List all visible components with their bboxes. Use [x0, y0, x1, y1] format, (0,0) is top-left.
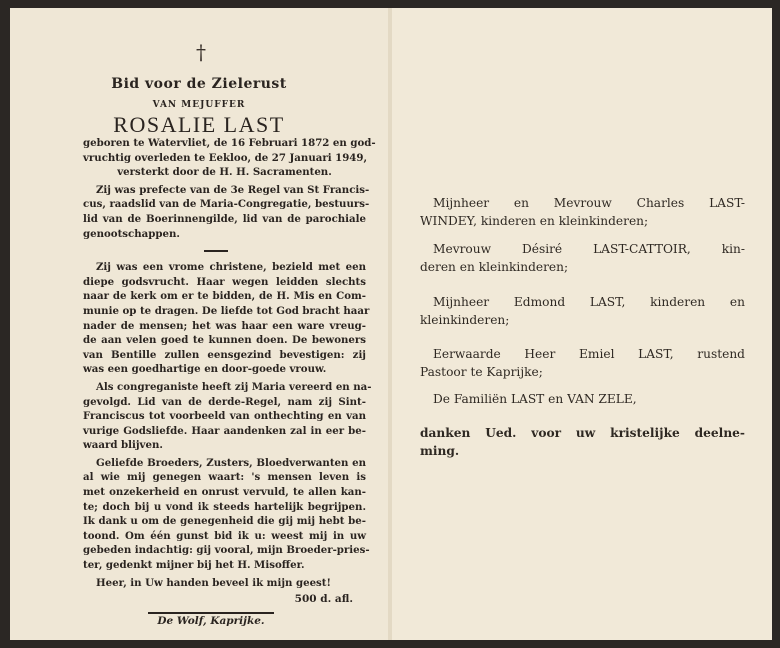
text-line: geboren te Watervliet, de 16 Februari 1872 en god-	[83, 137, 376, 149]
text-line: te; doch bij u vond ik steeds hartelijk begrijpen.	[83, 500, 366, 513]
divider	[204, 250, 228, 252]
text-line: vruchtig overleden te Eekloo, de 27 Januari 1949,	[83, 151, 368, 164]
prayer-heading: Bid voor de Zielerust	[111, 76, 287, 92]
piety-paragraph	[83, 260, 370, 377]
text-line: diepe godsvrucht. Haar wegen leidden slechts	[83, 275, 366, 288]
text-line: was een goedhartige en door-goede vrouw.	[83, 363, 327, 376]
family-5	[420, 391, 745, 409]
text-line: ming.	[420, 443, 460, 458]
farewell-paragraph	[83, 456, 370, 573]
text-line: Franciscus tot voorbeeld van onthechting en van	[83, 410, 366, 423]
family-3	[420, 294, 745, 329]
congregation-paragraph	[83, 380, 372, 453]
text-line: deren en kleinkinderen;	[420, 259, 569, 274]
birth-death-paragraph	[83, 136, 376, 180]
text-line: kleinkinderen;	[420, 312, 510, 327]
text-line: cus, raadslid van de Maria-Congregatie, bestuurs-	[83, 198, 370, 211]
cross-icon: †	[196, 40, 206, 64]
printer-name: De Wolf, Kaprijke.	[157, 615, 265, 628]
text-line: gevolgd. Lid van de derde-Regel, nam zij Sint-	[83, 395, 366, 408]
text-line: Heer, in Uw handen beveel ik mijn geest!	[96, 576, 331, 589]
text-line: waard blijven.	[83, 439, 163, 452]
text-line: Zij was een vrome christene, bezield met een	[96, 261, 366, 274]
left-page	[10, 8, 388, 640]
text-line: de aan velen goed te kunnen doen. De bewoners	[83, 334, 366, 347]
text-line: met onzekerheid en onrust vervuld, te allen kan-	[83, 486, 366, 499]
text-line: Mijnheer Edmond LAST, kinderen en	[433, 295, 745, 309]
text-line: Zij was prefecte van de 3e Regel van St Francis-	[96, 183, 370, 196]
text-line: Eerwaarde Heer Emiel LAST, rustend	[433, 347, 745, 361]
biography-paragraph	[83, 183, 370, 241]
text-line: nader de mensen; het was haar een ware vreug-	[83, 319, 366, 332]
final-prayer	[83, 576, 366, 591]
family-1	[420, 195, 745, 230]
text-line: Pastoor te Kaprijke;	[420, 364, 543, 379]
text-line: Mevrouw Désiré LAST-CATTOIR, kin-	[433, 242, 745, 256]
thanks-text	[420, 425, 745, 460]
family-4	[420, 346, 745, 381]
text-line: naar de kerk om er te bidden, de H. Mis en Com-	[83, 290, 366, 303]
text-line: lid van de Boerinnengilde, lid van de parochiale	[83, 212, 366, 225]
text-line: versterkt door de H. H. Sacramenten.	[117, 166, 332, 179]
text-line: Mijnheer en Mevrouw Charles LAST-	[433, 196, 745, 210]
obituary-text	[83, 136, 376, 629]
text-line: danken Ued. voor uw kristelijke deelne-	[420, 426, 745, 440]
family-2	[420, 241, 745, 276]
text-line: al wie mij genegen waart: 's mensen leven is	[83, 471, 366, 484]
text-line: gebeden indachtig: gij vooral, mijn Broeder-pries-	[83, 544, 370, 557]
text-line: Als congreganiste heeft zij Maria vereerd en na-	[96, 380, 372, 393]
text-line: vurige Godsliefde. Haar aandenken zal in eer be-	[83, 424, 366, 437]
deceased-name: ROSALIE LAST	[113, 112, 285, 137]
text-line: De Familiën LAST en VAN ZELE,	[433, 392, 637, 406]
text-line: Geliefde Broeders, Zusters, Bloedverwanten en	[96, 456, 366, 469]
subheading: VAN MEJUFFER	[152, 100, 246, 110]
text-line: genootschappen.	[83, 227, 180, 240]
text-line: WINDEY, kinderen en kleinkinderen;	[420, 213, 649, 228]
text-line: toond. Om één gunst bid ik u: weest mij in uw	[83, 529, 366, 542]
text-line: ter, gedenkt mijner bij het H. Misoffer.	[83, 559, 305, 572]
text-line: Ik dank u om de genegenheid die gij mij hebt be-	[83, 515, 366, 528]
copies-note: 500 d. afl.	[294, 593, 353, 606]
text-line: van Bentille zullen eensgezind bevestigen: zij	[83, 348, 366, 361]
text-line: munie op te dragen. De liefde tot God bracht haar	[83, 304, 370, 317]
